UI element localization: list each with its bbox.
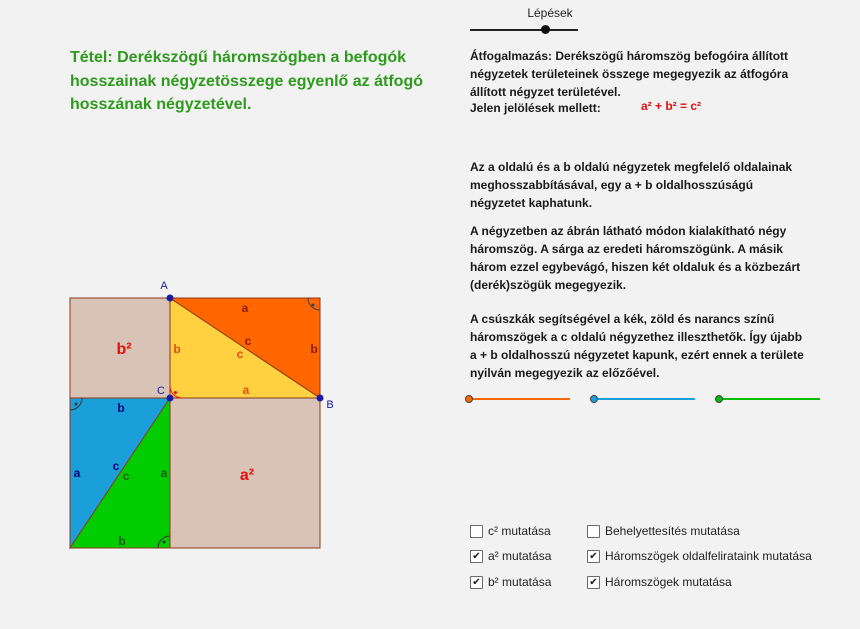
checkbox-box[interactable]: ✔ [470,576,483,589]
checkbox-box[interactable]: ✔ [587,550,600,563]
checkbox-box[interactable]: ✔ [587,576,600,589]
a-square-label: a² [239,467,255,484]
formula: a² + b² = c² [641,99,702,113]
steps-slider-knob[interactable] [541,25,550,34]
b-square-label: b² [116,341,132,358]
point-c-label: C [157,385,165,397]
orange-side-c: c [244,334,252,348]
blue-slider-track[interactable] [595,398,695,400]
show-b2-checkbox[interactable] [470,575,551,589]
blue-slider-knob[interactable] [590,395,598,403]
steps-slider-track[interactable] [470,29,578,31]
paragraph-1: Az a oldalú és a b oldalú négyzetek megfelelő oldalainak meghosszabbításával, egy a + b oldalhosszúságú négyzetet kaphatunk. [470,160,793,210]
green-slider-track[interactable] [720,398,820,400]
show-triangles-checkbox[interactable] [587,575,732,589]
show-substitution-checkbox[interactable] [587,524,740,538]
reformulation-text: Átfogalmazás: Derékszögű háromszög befogóira állított négyzetek területeinek összege megegyezik az átfogóra állított négyzet területével. [470,49,789,99]
checkbox-label: Háromszögek oldalfelirataink mutatása [605,549,812,563]
checkbox-box[interactable]: ✔ [470,550,483,563]
orange-side-b: b [310,342,318,356]
blue-side-a: a [73,466,81,480]
point-c[interactable] [167,395,174,402]
right-angle-dot-orange [312,304,315,307]
right-angle-dot-green [163,541,166,544]
green-side-a: a [160,466,168,480]
point-b-label: B [326,399,334,411]
checkbox-label: b² mutatása [488,575,552,589]
yellow-side-c: c [236,347,244,361]
orange-slider-knob[interactable] [465,395,473,403]
green-side-c: c [122,469,130,483]
right-angle-dot-yellow [174,391,177,394]
checkbox-label: Behelyettesítés mutatása [605,524,740,538]
yellow-side-a: a [242,383,250,397]
paragraph-3: A csúszkák segítségével a kék, zöld és narancs színű háromszögek a c oldalú négyzethez illeszthetők. Így újabb a + b oldalhosszú négyzetet kapunk, ezért ennek a területe nyilván megegyezik az előzőével. [470,312,804,380]
show-a2-checkbox[interactable] [470,549,551,563]
show-c2-checkbox[interactable] [470,524,551,538]
orange-side-a: a [241,301,249,315]
point-a[interactable] [167,295,174,302]
checkbox-label: c² mutatása [488,524,551,538]
checkbox-box[interactable] [470,525,483,538]
checkbox-box[interactable] [587,525,600,538]
checkbox-label: a² mutatása [488,549,552,563]
show-side-labels-checkbox[interactable] [587,549,812,563]
green-slider-knob[interactable] [715,395,723,403]
right-angle-dot-blue [75,403,78,406]
yellow-side-b: b [173,342,181,356]
theorem-text: Tétel: Derékszögű háromszögben a befogók hosszainak négyzetösszege egyenlő az átfogó hosszának négyzetével. [70,49,423,113]
point-b[interactable] [317,395,324,402]
blue-side-b: b [117,401,125,415]
notation-label: Jelen jelölések mellett: [470,101,601,115]
orange-slider-track[interactable] [470,398,570,400]
point-a-label: A [160,280,168,292]
green-side-b: b [118,534,126,548]
paragraph-2: A négyzetben az ábrán látható módon kialakítható négy háromszög. A sárga az eredeti háromszögünk. A másik három ezzel egybevágó, hiszen két oldaluk és a közbezárt (derék)szögük megegyezik. [470,224,801,292]
steps-slider-label: Lépések [527,6,573,20]
checkbox-label: Háromszögek mutatása [605,575,732,589]
blue-side-c: c [112,459,120,473]
pythagoras-figure [60,275,340,560]
